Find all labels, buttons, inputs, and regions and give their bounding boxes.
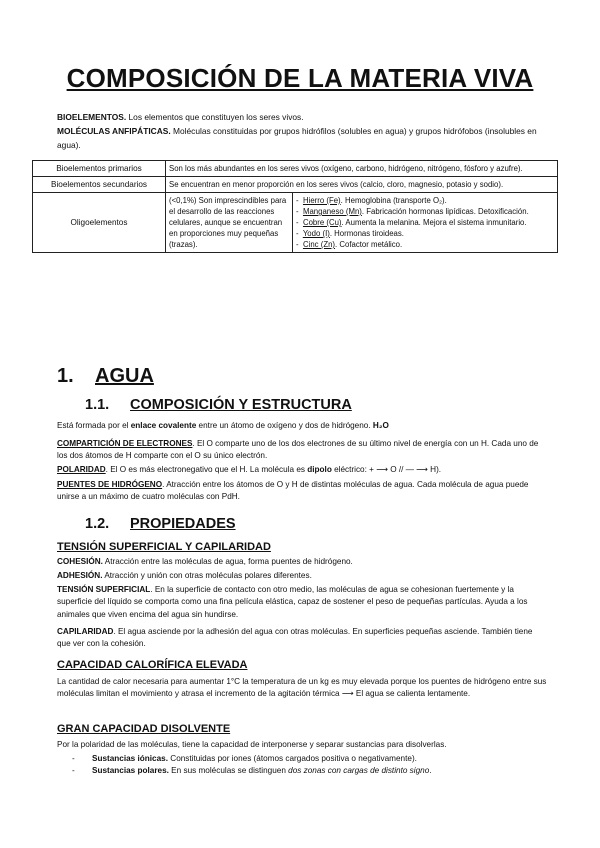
list-item: - Sustancias polares. En sus moléculas se distinguen dos zonas con cargas de distinto signo. xyxy=(72,766,432,776)
list-item: - Sustancias iónicas. Constituidas por iones (átomos cargados positiva o negativamente). xyxy=(72,754,417,763)
list-item: - Yodo (I). Hormonas tiroideas. xyxy=(296,229,404,238)
def-moleculas: Moléculas constituidas por grupos hidrófilos (solubles en agua) y grupos hidrófobos (insolubles en agua). xyxy=(57,126,537,150)
row-description: (<0,1%) Son imprescindibles para el desarrollo de las reacciones celulares, aunque se encuentran en proporciones muy pequeñas (trazas). xyxy=(166,193,293,253)
definition-moleculas xyxy=(57,124,557,152)
subsection-heading-propiedades: 1.2. PROPIEDADES xyxy=(85,516,236,532)
row-label: Oligoelementos xyxy=(33,193,166,253)
row-description: Se encuentran en menor proporción en los seres vivos (calcio, cloro, magnesio, potasio y sodio). xyxy=(166,177,558,193)
paragraph-adhesion: ADHESIÓN. Atracción y unión con otras moléculas polares diferentes. xyxy=(57,571,312,580)
paragraph-puentes: PUENTES DE HIDRÓGENO. Atracción entre los átomos de O y H de distintas moléculas de agua. Cada molécula de agua puede unirse a un máximo de cuatro moléculas con PdH. xyxy=(57,480,529,502)
paragraph-polaridad: POLARIDAD. El O es más electronegativo que el H. La molécula es dipolo eléctrico: + ⟶ O // — ⟶ H). xyxy=(57,465,442,474)
paragraph-capilaridad: CAPILARIDAD. El agua asciende por la adhesión del agua con otras moléculas. En superficies pequeñas asciende. También tiene que ver con la cohesión. xyxy=(57,627,533,649)
paragraph-calor: La cantidad de calor necesaria para aumentar 1°C la temperatura de un kg es muy elevada porque los puentes de hidrógeno entre sus moléculas limitan el movimiento y atrasa el incremento de la agitación térmica ⟶ El agua se calienta lentamente. xyxy=(57,677,547,699)
paragraph-tension: TENSIÓN SUPERFICIAL. En la superficie de contacto con otro medio, las moléculas de agua se cohesionan fuertemente y la superficie del líquido se comporta como una fina película elástica, capaz de sostener el peso de pequeñas partículas. Ayuda a los animales que viven encima del agua sin hundirse. xyxy=(57,585,528,619)
list-item: - Manganeso (Mn). Fabricación hormonas lipídicas. Detoxificación. xyxy=(296,207,529,216)
subsection-heading-composicion: 1.1. COMPOSICIÓN Y ESTRUCTURA xyxy=(85,397,352,413)
topic-heading-tension: TENSIÓN SUPERFICIAL Y CAPILARIDAD xyxy=(57,541,271,553)
section-heading-agua: 1. AGUA xyxy=(57,365,154,387)
term-bioelementos: BIOELEMENTOS. xyxy=(57,112,127,122)
list-item: - Cinc (Zn). Cofactor metálico. xyxy=(296,240,403,249)
page-title: COMPOSICIÓN DE LA MATERIA VIVA xyxy=(66,63,534,93)
table-row xyxy=(33,161,558,177)
paragraph-disolvente: Por la polaridad de las moléculas, tiene la capacidad de interponerse y separar sustancias para disolverlas. xyxy=(57,740,447,749)
paragraph-formada: Está formada por el enlace covalente entre un átomo de oxígeno y dos de hidrógeno. H₂O xyxy=(57,421,389,430)
topic-heading-calorifica: CAPACIDAD CALORÍFICA ELEVADA xyxy=(57,659,248,671)
term-moleculas: MOLÉCULAS ANFIPÁTICAS. xyxy=(57,126,171,136)
def-bioelementos: Los elementos que constituyen los seres vivos. xyxy=(126,112,304,122)
bioelements-table xyxy=(32,160,558,253)
table-row xyxy=(33,193,558,253)
row-label: Bioelementos primarios xyxy=(33,161,166,177)
paragraph-comparticion: COMPARTICIÓN DE ELECTRONES. El O comparte uno de los dos electrones de su último nivel de energía con un H. Cada uno de los dos átomos de H comparte con el O su único electrón. xyxy=(57,439,539,461)
list-item: - Cobre (Cu). Aumenta la melanina. Mejora el sistema inmunitario. xyxy=(296,218,527,227)
row-description: Son los más abundantes en los seres vivos (oxígeno, carbono, hidrógeno, nitrógeno, fósforo y azufre). xyxy=(166,161,558,177)
topic-heading-disolvente: GRAN CAPACIDAD DISOLVENTE xyxy=(57,723,231,735)
oligo-list xyxy=(296,195,554,250)
row-label: Bioelementos secundarios xyxy=(33,177,166,193)
paragraph-cohesion: COHESIÓN. Atracción entre las moléculas de agua, forma puentes de hidrógeno. xyxy=(57,557,353,566)
intro-definitions xyxy=(57,110,557,152)
solvent-bullet-list xyxy=(72,753,542,778)
table-row xyxy=(33,177,558,193)
oligo-examples xyxy=(293,193,558,253)
definition-bioelementos xyxy=(57,110,557,124)
list-item: - Hierro (Fe). Hemoglobina (transporte O₂). xyxy=(296,196,447,205)
